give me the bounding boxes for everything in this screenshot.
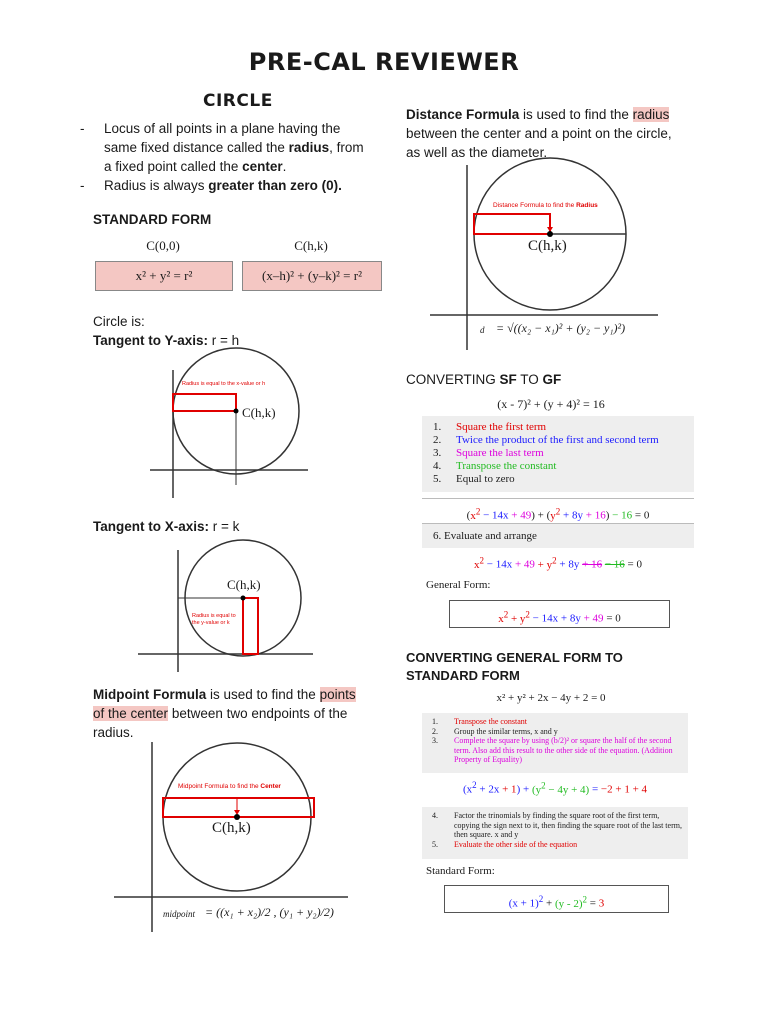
distance-paragraph: Distance Formula is used to find the radius between the center and a point on the circle, as well as the diameter. [406,107,672,160]
step-item [432,840,682,850]
step-item [433,460,694,473]
step-item [433,434,694,447]
step-number: 3. [433,447,442,459]
sf-to-gf-step6: 6. Evaluate and arrange [422,524,694,548]
eq-origin-box: x² + y² = r² [95,261,233,291]
standard-form-label: Standard Form: [426,865,495,877]
tangent-y-center: C(h,k) [242,405,276,420]
gf-to-sf-completed: $(x^2 + 2x + 1) + (y^2 - 4y + 4) = -2 + 1 + 4$ [462,780,648,796]
tangent-x-diagram [138,540,313,675]
circle-definition-list [80,119,370,195]
step-item [432,811,682,840]
tangent-x-note: Radius is equal to the y-value or k [192,613,236,626]
sf-to-gf-expanded: $(x^2 - 14x + 49) + (y^2 + 8y + 16) - 16 = 0$ [422,498,694,524]
sf-to-gf-arranged: $x^2 - 14x + 49 + y^2 + 8y + 16 - 16 = 0$ [473,555,643,571]
distance-note: Distance Formula to find the Radius [493,202,598,209]
standard-form-box: $(x + 1)^2 + (y - 2)^2 = 3$ [444,885,669,913]
page-title: PRE-CAL REVIEWER [248,48,520,76]
circle-heading: CIRCLE [203,91,273,111]
tangent-y-diagram [150,370,310,500]
distance-formula: = √((x₂ − x₁)² + (y₂ − y₁)²) [496,321,626,335]
midpoint-formula: = ((x₁ + x₂)/2 , (y₁ + y₂)/2) [205,905,334,919]
step-text: Group the similar terms, x and y [454,726,558,736]
bullet-radius: - Radius is always greater than zero (0). [80,178,342,193]
step-text: Factor the trinomials by finding the square root of the first term, copying the sign next to it, then finding the square root of the last term, then square. x and y [454,811,682,839]
midpoint-center: C(h,k) [212,820,251,836]
tangent-y-note: Radius is equal to the x-value or h [182,381,266,387]
eq-hk-box: (x–h)² + (y–k)² = r² [242,261,382,291]
step-item [433,421,694,434]
distance-formula-label: d [480,325,485,335]
step-item [432,717,682,727]
step-number: 4. [433,460,442,472]
step-text: Square the first term [456,421,547,433]
tangent-x-label: Tangent to X-axis: r = k [93,519,240,534]
gf-to-sf-steps2 [422,807,688,859]
step-item [433,473,694,486]
sf-to-gf-steps [422,416,694,492]
midpoint-formula-label: midpoint [163,909,196,919]
step-text: Twice the product of the first and second term [456,434,659,446]
midpoint-paragraph: Midpoint Formula is used to find the points of the center between two endpoints of the radius. [93,687,356,740]
step-number: 1. [432,717,438,726]
step-number: 3. [432,736,438,745]
distance-center: C(h,k) [528,238,567,254]
step-text: Transpose the constant [456,460,557,472]
step-number: 2. [433,434,442,446]
step-text: Evaluate the other side of the equation [454,839,578,849]
sf-to-gf-equation: (x - 7)² + (y + 4)² = 16 [497,397,605,411]
step-number: 5. [433,473,442,485]
step-item [432,736,682,765]
midpoint-note: Midpoint Formula to find the Center [178,783,281,790]
general-form-label: General Form: [426,579,491,591]
step-text: Square the last term [456,447,544,459]
step-text: Equal to zero [456,473,515,485]
step-text: Transpose the constant [454,717,528,726]
standard-form-heading: STANDARD FORM [93,212,212,227]
label-origin: C(0,0) [146,238,180,253]
bullet-locus: - Locus of all points in a plane having the same fixed distance called the radius, from a fixed point called the center. [80,121,364,174]
gf-to-sf-equation: x² + y² + 2x − 4y + 2 = 0 [496,692,606,704]
label-hk: C(h,k) [294,238,328,253]
step-text: Complete the square by using (b/2)² or square the half of the second term. Also add this result to the other side of the equation. (Addition Property of Equality) [454,736,673,764]
step-number: 5. [432,839,438,849]
circle-is-label: Circle is: [93,314,145,329]
step-number: 4. [432,811,438,820]
step-number: 2. [432,726,438,736]
sf-to-gf-heading: CONVERTING SF TO GF [406,372,562,387]
gf-to-sf-heading: CONVERTING GENERAL FORM TO STANDARD FORM [406,650,623,683]
tangent-y-label: Tangent to Y-axis: r = h [93,333,240,348]
general-form-box: $x^2 + y^2 - 14x + 8y + 49 = 0$ [449,600,670,628]
step-number: 1. [433,421,442,433]
tangent-x-center: C(h,k) [227,577,261,592]
step-item [433,447,694,460]
gf-to-sf-steps [422,713,688,773]
step-item [432,727,682,737]
